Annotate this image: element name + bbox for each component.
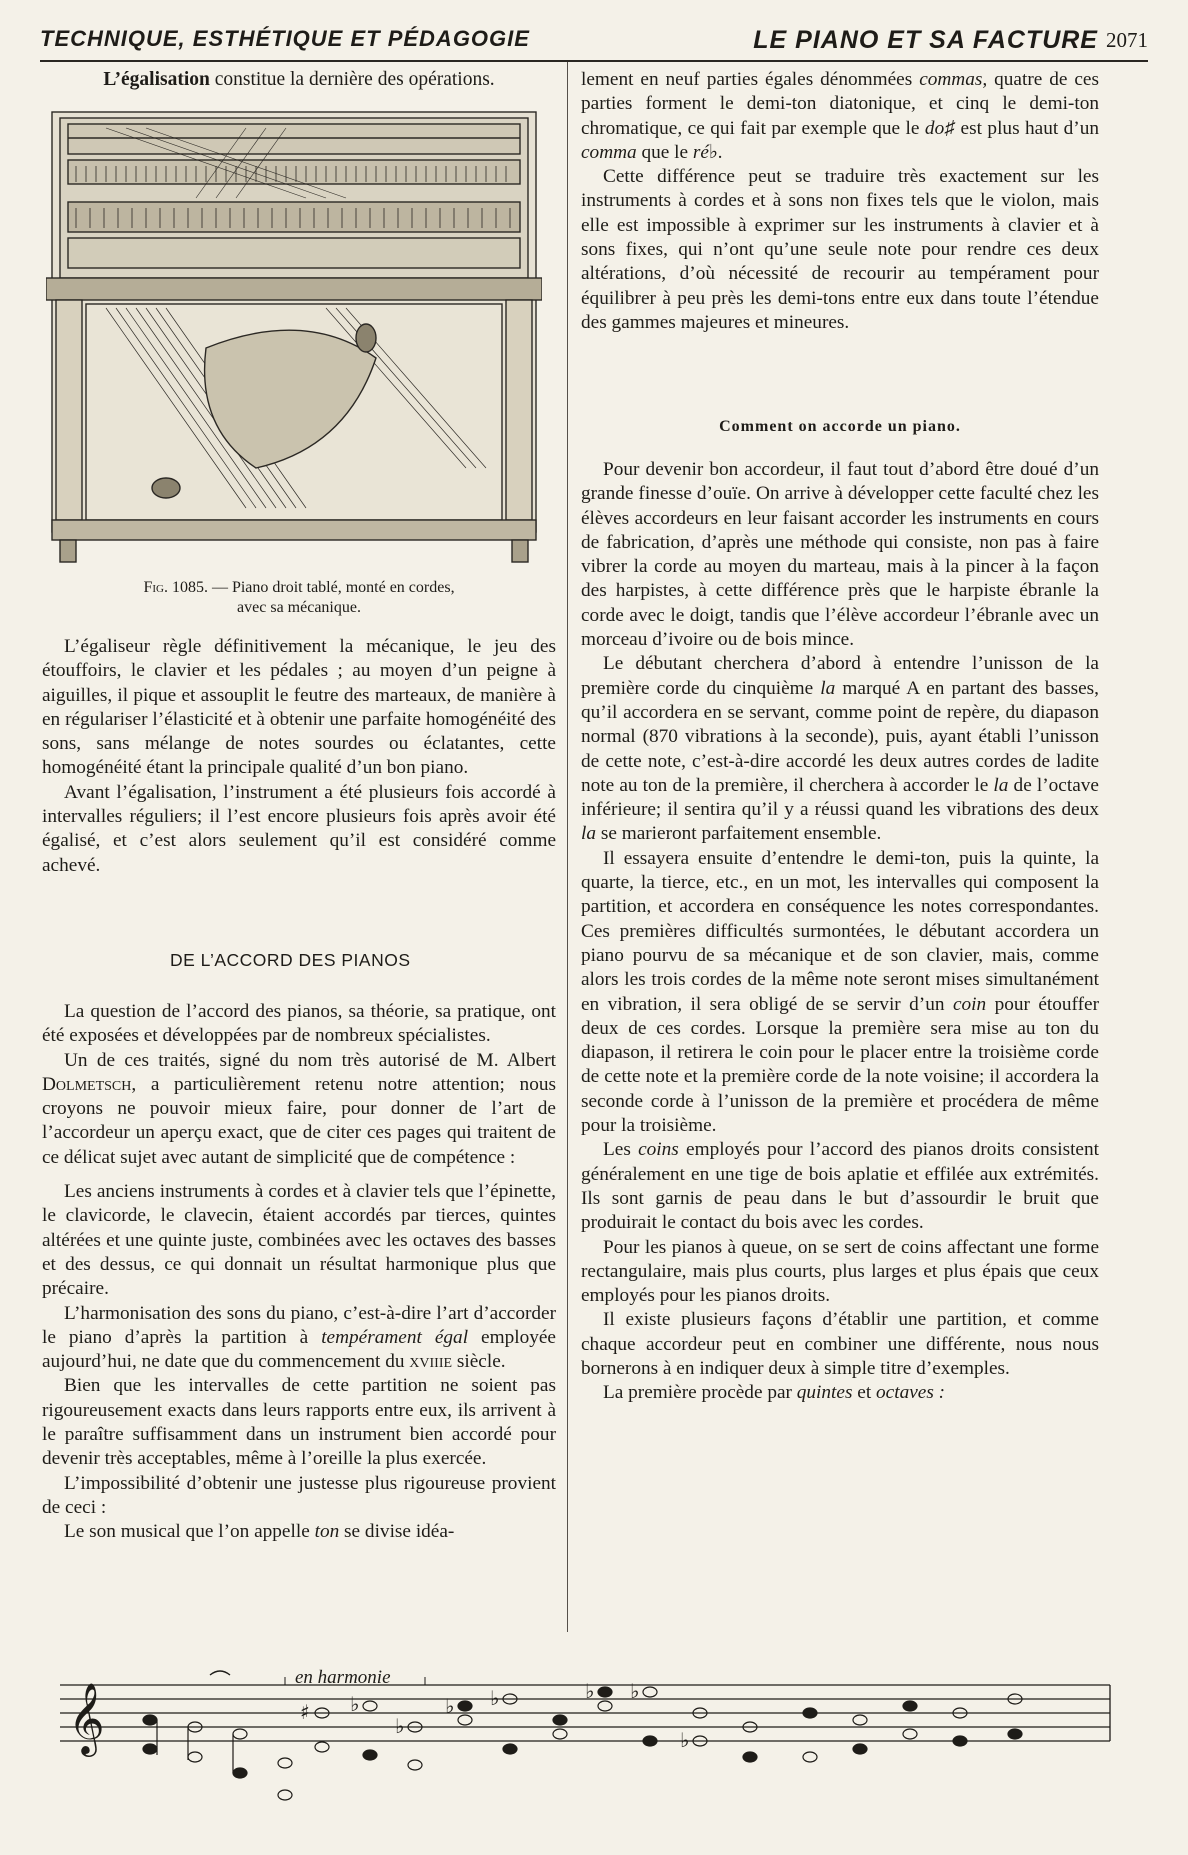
paragraph-partition: Il existe plusieurs façons d’établir une partition, et comme chaque accordeur peut en combiner une différente, nous nous bornerons à en indiquer deux à simple titre d’exemples. [581, 1309, 1099, 1379]
tuning-sequence-notation [60, 1665, 1120, 1850]
flat-icon: ♭ [490, 1686, 500, 1710]
music-annotation: en harmonie [295, 1667, 391, 1688]
treble-clef-icon: 𝄞 [68, 1681, 105, 1754]
page-number: 2071 [1106, 28, 1148, 52]
paragraph-bon-accordeur: Pour devenir bon accordeur, il faut tout d’abord être doué d’un grande finesse d’ouïe. On arrive à développer cette faculté chez les élèves accordeurs en leur faisant accorder les instruments en cours de fabrication, d’après une méthode qui consiste, non pas à faire vibrer la corde au moyen du marteau, mais à la pincer à la façon des harpistes, à cette différence près que le harpiste ébranle la corde avec le doigt, tandis que l’élève accordeur l’ébranle avec un morceau d’ivoire ou de bois mince. [581, 459, 1099, 651]
left-column-upper [42, 635, 556, 878]
subsection-title: Comment on accorde un piano. [719, 418, 961, 435]
right-column-upper [581, 68, 1099, 335]
paragraph-debutant: Le débutant cherchera d’abord à entendre l’unisson de la première corde du cinquième la marqué A en partant des basses, qu’il accordera en se servant, comme point de repère, du diapason normal (870 vibrations à la seconde), puis, ayant établi l’unisson de cette note, c’est-à-dire accordé les deux autres cordes de ladite note au ton de la première, il cherchera à accorder le la de l’octave inférieure; il sentira qu’il y a réussi quand les vibrations des deux la se marieront parfaitement ensemble. [581, 653, 1099, 845]
caption-line-1 [42, 578, 556, 598]
paragraph-impossibilite: L’impossibilité d’obtenir une justesse plus rigoureuse provient de ceci : [42, 1472, 556, 1518]
flat-icon: ♭ [585, 1679, 595, 1703]
paragraph-egaliseur: L’égaliseur règle définitivement la mécanique, le jeu des étouffoirs, le clavier et les pédales ; au moyen d’un peigne à aiguilles, il pique et assouplit le feutre des marteaux, de manière à en régulariser l’élasticité et à obtenir une parfaite homogénéité des sons, sans mélange de notes sourdes ou éclatantes, cette homogénéité étant la principale qualité d’un bon piano. [42, 636, 556, 779]
flat-icon: ♭ [350, 1692, 360, 1716]
paragraph-coins: Les coins employés pour l’accord des pianos droits consistent généralement en une tige de bois aplatie et effilée aux extrémités. Ils sont garnis de peau dans le but d’assourdir le bruit que produirait le contact du bois avec les cordes. [581, 1139, 1099, 1234]
paragraph-intervalles: Bien que les intervalles de cette partition ne soient pas rigoureusement exacts dans leurs rapports entre eux, ils arrivent à le paraître suffisamment dans un instrument bien accordé pour devenir très acceptables, même à l’oreille la plus exercée. [42, 1375, 556, 1470]
paragraph-dolmetsch: Un de ces traités, signé du nom très autorisé de M. Albert Dolmetsch, a particulièrement retenu notre attention; nous croyons ne pouvoir mieux faire, pour donner de l’art de l’accordeur un aperçu exact, que de citer ces pages qui traitent de ce délicat sujet avec autant de simplicité que de compétence : [42, 1049, 556, 1168]
paragraph-difference: Cette différence peut se traduire très exactement sur les instruments à cordes et à sons non fixes tels que le violon, mais elle est impossible à exprimer sur les instruments à clavier et à sons fixes, qui n’ont qu’une seule note pour rendre ces deux altérations, d’où nécessité de recourir au tempérament pour équilibrer à peu près les demi-tons entre eux dans toute l’étendue des gammes majeures et mineures. [581, 166, 1099, 333]
lead-rest: constitue la dernière des opérations. [209, 69, 495, 90]
paragraph-commas: lement en neuf parties égales dénommées commas, quatre de ces parties forment le demi-ton diatonique, et cinq le demi-ton chromatique, ce qui fait par exemple que le do♯ est plus haut d’un comma que le ré♭. [581, 69, 1100, 163]
paragraph-anciens-instruments: Les anciens instruments à cordes et à clavier tels que l’épinette, le clavicorde, le clavecin, étaient accordés par tierces, quintes altérées et une quinte juste, combinées avec les octaves des basses et des dessus, ce qui donnait un résultat harmonique plus que précaire. [42, 1181, 556, 1300]
figure-number: Fig. 1085. [143, 579, 208, 596]
flat-icon: ♭ [630, 1679, 640, 1703]
column-divider [567, 62, 568, 1632]
right-column-lower [581, 458, 1099, 1406]
header-book-title: LE PIANO ET SA FACTURE [753, 26, 1098, 54]
figure-caption [42, 578, 556, 618]
upright-piano-engraving [46, 108, 542, 568]
author-name: Dolmetsch [42, 1073, 132, 1095]
paragraph-demi-ton: Il essayera ensuite d’entendre le demi-ton, puis la quinte, la quarte, la tierce, etc., en un mot, les intervalles qui composent la partition, et accordera en conséquence les notes correspondantes. Ces premières difficultés surmontées, le débutant accordera un piano pourvu de sa mécanique et de son clavier, mais, comme alors les trois cordes de la même note seront mises simultanément en vibration, il sera obligé de se servir d’un coin pour étouffer deux de ces cordes. Lorsque la première sera mise au ton du diapason, il retirera le coin pour le placer entre la troisième corde de cette note et la première corde de la note voisine; il accordera la seconde corde à l’unisson de la première et procédera de même pour la troisième. [581, 847, 1100, 1137]
lead-sentence [42, 68, 556, 92]
piano-illustration [46, 108, 542, 568]
caption-line-2: avec sa mécanique. [237, 599, 361, 616]
header-section-title: TECHNIQUE, ESTHÉTIQUE ET PÉDAGOGIE [40, 26, 530, 51]
running-header [40, 26, 1148, 56]
paragraph-harmonisation: L’harmonisation des sons du piano, c’est-à-dire l’art d’accorder le piano d’après la partition à tempérament égal employée aujourd’hui, ne date que du commencement du xviiie siècle. [42, 1302, 556, 1373]
paragraph-question-accord: La question de l’accord des pianos, sa théorie, sa pratique, ont été exposées et développées par de nombreux spécialistes. [42, 1001, 556, 1047]
flat-icon: ♭ [395, 1714, 405, 1738]
fermata-icon [210, 1671, 230, 1675]
caption-text: — Piano droit tablé, monté en cordes, [207, 579, 455, 596]
section-title: DE L’ACCORD DES PIANOS [170, 950, 411, 970]
left-column-lower [42, 1000, 556, 1545]
paragraph-avant-egalisation: Avant l’égalisation, l’instrument a été plusieurs fois accordé à intervalles réguliers; il l’est encore plusieurs fois après avoir été égalisé, et c’est alors seulement qu’il est considéré comme achevé. [42, 781, 556, 876]
header-rule [40, 60, 1148, 62]
music-staff [60, 1665, 1120, 1850]
lead-bold-term: L’égalisation [103, 69, 210, 90]
paragraph-son-musical: Le son musical que l’on appelle ton se divise idéa- [64, 1521, 455, 1543]
flat-icon: ♭ [680, 1728, 690, 1752]
paragraph-pianos-queue: Pour les pianos à queue, on se sert de coins affectant une forme rectangulaire, mais plus courts, plus larges et plus épais que ceux employés pour les pianos droits. [581, 1236, 1099, 1307]
paragraph-quintes: La première procède par quintes et octaves : [603, 1382, 946, 1404]
flat-icon: ♭ [445, 1694, 455, 1718]
sharp-icon: ♯ [300, 1700, 310, 1724]
